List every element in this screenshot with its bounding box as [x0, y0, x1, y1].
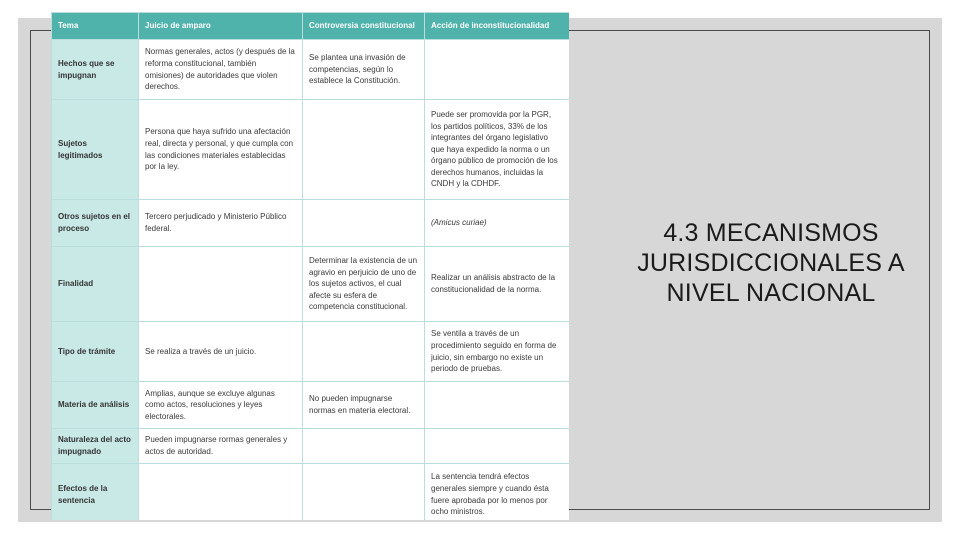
table-row [52, 247, 570, 322]
cell-controversia [303, 200, 425, 247]
table-row [52, 40, 570, 100]
cell-controversia [303, 322, 425, 382]
cell-accion [425, 429, 570, 464]
comparison-table-image [51, 12, 569, 520]
cell-amparo: Tercero perjudicado y Ministerio Público federal. [139, 200, 303, 247]
table-row [52, 464, 570, 521]
cell-accion: Realizar un análisis abstracto de la constitucionalidad de la norma. [425, 247, 570, 322]
row-label: Tipo de trámite [52, 322, 139, 382]
cell-controversia [303, 464, 425, 521]
row-label: Otros sujetos en el proceso [52, 200, 139, 247]
table-row [52, 100, 570, 200]
table-row [52, 200, 570, 247]
header-tema: Tema [52, 13, 139, 40]
row-label: Sujetos legitimados [52, 100, 139, 200]
cell-amparo: Se realiza a través de un juicio. [139, 322, 303, 382]
cell-amparo [139, 247, 303, 322]
table-row [52, 382, 570, 429]
row-label: Materia de análisis [52, 382, 139, 429]
cell-controversia: No pueden impugnarse normas en materia electoral. [303, 382, 425, 429]
cell-controversia [303, 100, 425, 200]
header-accion: Acción de inconstitucionalidad [425, 13, 570, 40]
cell-accion: (Amicus curiae) [425, 200, 570, 247]
cell-amparo: Pueden impugnarse rormas generales y actos de autoridad. [139, 429, 303, 464]
cell-accion: Se ventila a través de un procedimiento seguido en forma de juicio, sin embargo no existe un periodo de pruebas. [425, 322, 570, 382]
cell-amparo: Amplias, aunque se excluye algunas como actos, resoluciones y leyes electorales. [139, 382, 303, 429]
cell-amparo [139, 464, 303, 521]
cell-controversia: Se plantea una invasión de competencias, según lo establece la Constitución. [303, 40, 425, 100]
comparison-table [51, 12, 569, 520]
table-header-row [52, 13, 570, 40]
row-label: Finalidad [52, 247, 139, 322]
slide-title: 4.3 MECANISMOS JURISDICCIONALES A NIVEL NACIONAL [637, 219, 905, 307]
cell-accion [425, 382, 570, 429]
row-label: Hechos que se impugnan [52, 40, 139, 100]
row-label: Naturaleza del acto impugnado [52, 429, 139, 464]
cell-accion: La sentencia tendrá efectos generales siempre y cuando ésta fuere aprobada por lo menos por ocho ministros. [425, 464, 570, 521]
cell-amparo: Persona que haya sufrido una afectación real, directa y personal, y que cumpla con las condiciones materiales establecidas por la ley. [139, 100, 303, 200]
cell-accion: Puede ser promovida por la PGR, los partidos políticos, 33% de los integrantes del órgano legislativo que haya expedido la norma o un órgano público de promoción de los derechos humanos, incluidas la CNDH y la CDHDF. [425, 100, 570, 200]
table-row [52, 322, 570, 382]
cell-accion [425, 40, 570, 100]
cell-amparo: Normas generales, actos (y después de la reforma constitucional, también omisiones) de autoridades que violen derechos. [139, 40, 303, 100]
cell-controversia [303, 429, 425, 464]
header-juicio-amparo: Juicio de amparo [139, 13, 303, 40]
header-controversia: Controversia constitucional [303, 13, 425, 40]
table-row [52, 429, 570, 464]
cell-controversia: Determinar la existencia de un agravio en perjuicio de uno de los sujetos activos, el cual afecte su esfera de competencia constitucional. [303, 247, 425, 322]
row-label: Efectos de la sentencia [52, 464, 139, 521]
